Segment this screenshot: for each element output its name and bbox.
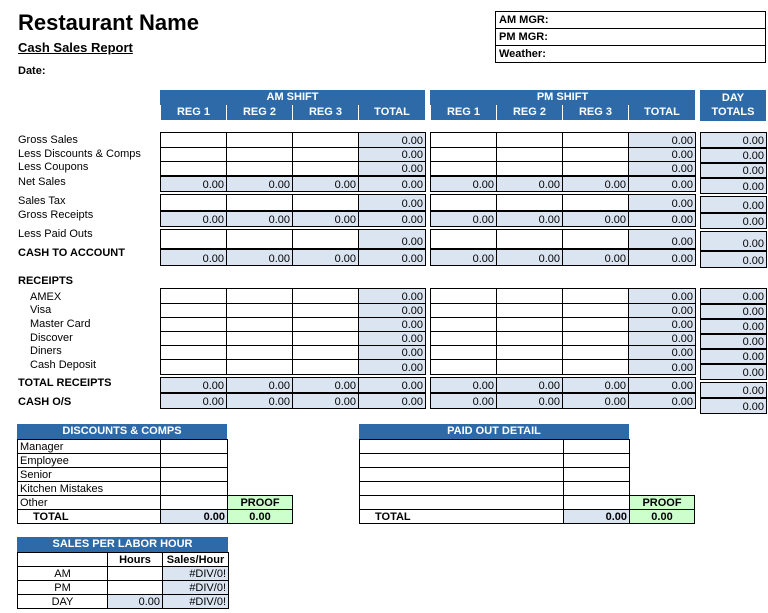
entry-cell[interactable]	[227, 148, 293, 162]
total-cell: 0.00	[359, 148, 426, 162]
total-cell: 0.00	[701, 319, 767, 334]
total-cell: 0.00	[629, 346, 696, 360]
entry-cell[interactable]	[161, 162, 227, 177]
labor-row-label: AM	[18, 567, 108, 581]
entry-cell[interactable]	[431, 332, 497, 346]
label-visa: Visa	[30, 304, 52, 316]
total-cell: 0.00	[359, 393, 426, 409]
entry-cell[interactable]	[293, 162, 359, 177]
total-cell: 0.00	[629, 378, 696, 394]
entry-cell[interactable]	[497, 162, 563, 177]
labor-header: SALES PER LABOR HOUR	[17, 537, 228, 552]
col-total: TOTAL	[358, 105, 425, 120]
labor-row-label: PM	[18, 581, 108, 595]
day-totals-header	[700, 90, 766, 121]
total-cell: 0.00	[701, 178, 767, 194]
entry-cell[interactable]	[497, 289, 563, 304]
total-cell: 0.00	[629, 148, 696, 162]
paid-out-desc[interactable]	[360, 440, 564, 454]
day-receipts-grid	[700, 288, 767, 414]
entry-cell[interactable]	[227, 195, 293, 212]
label-cash-to-account: CASH TO ACCOUNT	[18, 247, 125, 259]
label-cash-deposit: Cash Deposit	[30, 359, 97, 371]
col-reg2: REG 2	[496, 105, 562, 120]
paid-out-proof-label: PROOF	[630, 496, 695, 510]
paid-out-total-label: TOTAL	[360, 510, 564, 524]
entry-cell[interactable]	[161, 133, 227, 148]
total-cell: 0.00	[629, 162, 696, 177]
entry-cell[interactable]	[161, 148, 227, 162]
total-cell: 0.00	[701, 251, 767, 268]
paid-out-amount[interactable]	[564, 468, 630, 482]
paid-out-desc[interactable]	[360, 482, 564, 496]
entry-cell[interactable]	[161, 318, 227, 332]
label-total-receipts: TOTAL RECEIPTS	[18, 377, 112, 389]
entry-cell[interactable]	[497, 346, 563, 360]
total-cell: 0.00	[359, 289, 426, 304]
pm-shift-header: PM SHIFT	[430, 90, 695, 105]
label-less-coupons: Less Coupons	[18, 161, 89, 173]
computed-cell: 0.00	[161, 378, 227, 394]
discount-employee: Employee	[18, 454, 161, 468]
computed-cell: 0.00	[563, 249, 629, 266]
total-cell: 0.00	[701, 148, 767, 163]
computed-cell: 0.00	[497, 249, 563, 266]
report-title: Cash Sales Report	[18, 40, 133, 55]
entry-cell[interactable]	[293, 360, 359, 375]
entry-cell[interactable]	[431, 304, 497, 318]
total-cell: 0.00	[701, 289, 767, 305]
label-receipts: RECEIPTS	[18, 275, 74, 287]
entry-cell[interactable]	[227, 304, 293, 318]
computed-cell: 0.00	[227, 249, 293, 266]
total-cell: 0.00	[701, 398, 767, 414]
entry-cell[interactable]	[563, 133, 629, 148]
entry-cell[interactable]	[563, 289, 629, 304]
discount-total-label: TOTAL	[18, 510, 161, 524]
discounts-header: DISCOUNTS & COMPS	[17, 424, 227, 439]
entry-cell[interactable]	[227, 133, 293, 148]
total-cell: 0.00	[701, 349, 767, 364]
pm-col-headers	[430, 105, 695, 120]
computed-cell: 0.00	[497, 378, 563, 394]
entry-cell[interactable]	[497, 133, 563, 148]
total-cell: 0.00	[629, 133, 696, 148]
entry-cell[interactable]	[563, 360, 629, 375]
entry-cell[interactable]	[431, 148, 497, 162]
discount-other: Other	[18, 496, 161, 510]
col-reg3: REG 3	[562, 105, 628, 120]
labor-hours-header: Hours	[108, 553, 163, 567]
computed-cell: 0.00	[431, 378, 497, 394]
day-label: DAY	[721, 92, 745, 104]
total-cell: 0.00	[359, 195, 426, 212]
entry-cell[interactable]	[497, 148, 563, 162]
computed-cell: 0.00	[161, 211, 227, 227]
discount-proof	[227, 495, 293, 524]
total-cell: 0.00	[701, 364, 767, 380]
discount-proof-label: PROOF	[228, 496, 293, 510]
total-cell: 0.00	[359, 360, 426, 375]
label-net-sales: Net Sales	[18, 176, 66, 188]
entry-cell[interactable]	[431, 133, 497, 148]
entry-cell[interactable]	[497, 195, 563, 212]
total-cell: 0.00	[359, 162, 426, 177]
label-diners: Diners	[30, 345, 62, 357]
entry-cell[interactable]	[293, 148, 359, 162]
pm-mgr-field[interactable]: PM MGR:	[496, 29, 766, 46]
manager-box	[495, 11, 766, 63]
label-discover: Discover	[30, 332, 73, 344]
paid-out-desc[interactable]	[360, 454, 564, 468]
entry-cell[interactable]	[161, 332, 227, 346]
total-cell: 0.00	[629, 332, 696, 346]
paid-out-amount[interactable]	[564, 440, 630, 454]
total-cell: 0.00	[701, 133, 767, 149]
computed-cell: 0.00	[293, 378, 359, 394]
entry-cell[interactable]	[563, 195, 629, 212]
col-reg1: REG 1	[160, 105, 226, 120]
label-mastercard: Master Card	[30, 318, 91, 330]
total-cell: 0.00	[359, 230, 426, 250]
label-amex: AMEX	[30, 291, 62, 303]
paid-out-amount[interactable]	[564, 496, 630, 510]
col-reg1: REG 1	[430, 105, 496, 120]
computed-cell: 0.00	[227, 211, 293, 227]
total-cell: 0.00	[359, 176, 426, 192]
computed-cell: 0.00	[227, 176, 293, 192]
paid-out-proof	[629, 495, 695, 524]
discount-kitchen: Kitchen Mistakes	[18, 482, 161, 496]
am-receipts-grid	[160, 288, 426, 409]
discount-employee-value[interactable]	[161, 454, 228, 468]
entry-cell[interactable]	[227, 332, 293, 346]
am-mgr-field[interactable]: AM MGR:	[496, 12, 766, 29]
computed-cell: 0.00	[293, 393, 359, 409]
paid-out-header: PAID OUT DETAIL	[359, 424, 629, 439]
label-less-discounts: Less Discounts & Comps	[18, 148, 141, 160]
total-cell: 0.00	[701, 197, 767, 214]
label-gross-sales: Gross Sales	[18, 134, 78, 146]
entry-cell[interactable]	[293, 195, 359, 212]
labor-hours-value[interactable]	[108, 581, 163, 595]
total-cell: 0.00	[359, 133, 426, 148]
entry-cell[interactable]	[431, 318, 497, 332]
label-cash-os: CASH O/S	[18, 396, 72, 408]
labor-corner	[18, 553, 108, 567]
entry-cell[interactable]	[227, 162, 293, 177]
total-cell: 0.00	[701, 213, 767, 229]
discount-senior-value[interactable]	[161, 468, 228, 482]
entry-cell[interactable]	[161, 346, 227, 360]
computed-cell: 0.00	[161, 249, 227, 266]
am-sales-grid	[160, 132, 426, 266]
day-sales-grid	[700, 132, 767, 268]
entry-cell[interactable]	[563, 230, 629, 250]
total-cell: 0.00	[701, 334, 767, 349]
am-shift-header: AM SHIFT	[160, 90, 425, 105]
total-cell: 0.00	[359, 332, 426, 346]
entry-cell[interactable]	[497, 304, 563, 318]
total-cell: 0.00	[359, 346, 426, 360]
computed-cell: 0.00	[293, 249, 359, 266]
computed-cell: 0.00	[431, 211, 497, 227]
computed-cell: 0.00	[497, 393, 563, 409]
labor-hours-value[interactable]	[108, 567, 163, 581]
total-cell: 0.00	[629, 289, 696, 304]
total-cell: 0.00	[629, 304, 696, 318]
total-cell: 0.00	[629, 360, 696, 375]
entry-cell[interactable]	[293, 332, 359, 346]
discount-total-value: 0.00	[161, 510, 228, 524]
computed-cell: 0.00	[161, 176, 227, 192]
total-cell: 0.00	[359, 318, 426, 332]
labor-table	[17, 552, 229, 609]
entry-cell[interactable]	[161, 360, 227, 375]
labor-sph-value: #DIV/0!	[163, 567, 229, 581]
total-cell: 0.00	[359, 249, 426, 266]
entry-cell[interactable]	[563, 304, 629, 318]
labor-sph-value: #DIV/0!	[163, 581, 229, 595]
computed-cell: 0.00	[563, 211, 629, 227]
weather-field[interactable]: Weather:	[496, 46, 766, 63]
labor-row-label: DAY	[18, 595, 108, 609]
total-cell: 0.00	[359, 378, 426, 394]
date-label: Date:	[18, 65, 46, 77]
computed-cell: 0.00	[293, 211, 359, 227]
total-cell: 0.00	[359, 211, 426, 227]
entry-cell[interactable]	[293, 318, 359, 332]
computed-cell: 0.00	[227, 393, 293, 409]
entry-cell[interactable]	[293, 133, 359, 148]
col-reg3: REG 3	[292, 105, 358, 120]
discounts-table	[17, 439, 228, 524]
entry-cell[interactable]	[227, 318, 293, 332]
discount-manager: Manager	[18, 440, 161, 454]
paid-out-desc[interactable]	[360, 496, 564, 510]
total-cell: 0.00	[629, 195, 696, 212]
paid-out-table	[359, 439, 630, 524]
total-cell: 0.00	[629, 249, 696, 266]
paid-out-amount[interactable]	[564, 482, 630, 496]
entry-cell[interactable]	[227, 360, 293, 375]
total-cell: 0.00	[629, 318, 696, 332]
discount-proof-value: 0.00	[228, 510, 293, 524]
entry-cell[interactable]	[497, 332, 563, 346]
computed-cell: 0.00	[293, 176, 359, 192]
entry-cell[interactable]	[431, 346, 497, 360]
pm-receipts-grid	[430, 288, 696, 409]
total-cell: 0.00	[629, 393, 696, 409]
entry-cell[interactable]	[563, 148, 629, 162]
entry-cell[interactable]	[431, 289, 497, 304]
entry-cell[interactable]	[161, 304, 227, 318]
total-cell: 0.00	[701, 163, 767, 178]
total-cell: 0.00	[701, 383, 767, 399]
label-less-paid-outs: Less Paid Outs	[18, 228, 93, 240]
paid-out-proof-value: 0.00	[630, 510, 695, 524]
computed-cell: 0.00	[431, 176, 497, 192]
computed-cell: 0.00	[161, 393, 227, 409]
entry-cell[interactable]	[227, 230, 293, 250]
totals-label: TOTALS	[711, 106, 755, 118]
restaurant-name: Restaurant Name	[18, 10, 199, 35]
col-reg2: REG 2	[226, 105, 292, 120]
entry-cell[interactable]	[161, 289, 227, 304]
total-cell: 0.00	[629, 176, 696, 192]
computed-cell: 0.00	[431, 393, 497, 409]
entry-cell[interactable]	[563, 332, 629, 346]
discount-senior: Senior	[18, 468, 161, 482]
label-sales-tax: Sales Tax	[18, 195, 66, 207]
entry-cell[interactable]	[563, 318, 629, 332]
discount-other-value[interactable]	[161, 496, 228, 510]
entry-cell[interactable]	[497, 318, 563, 332]
entry-cell[interactable]	[431, 195, 497, 212]
computed-cell: 0.00	[563, 393, 629, 409]
entry-cell[interactable]	[563, 346, 629, 360]
entry-cell[interactable]	[227, 289, 293, 304]
total-cell: 0.00	[701, 304, 767, 319]
entry-cell[interactable]	[293, 289, 359, 304]
entry-cell[interactable]	[431, 230, 497, 250]
entry-cell[interactable]	[431, 162, 497, 177]
labor-sph-value: #DIV/0!	[163, 595, 229, 609]
paid-out-amount[interactable]	[564, 454, 630, 468]
entry-cell[interactable]	[227, 346, 293, 360]
labor-sph-header: Sales/Hour	[163, 553, 229, 567]
entry-cell[interactable]	[293, 230, 359, 250]
discount-kitchen-value[interactable]	[161, 482, 228, 496]
entry-cell[interactable]	[293, 304, 359, 318]
computed-cell: 0.00	[563, 176, 629, 192]
entry-cell[interactable]	[161, 230, 227, 250]
paid-out-total-value: 0.00	[564, 510, 630, 524]
computed-cell: 0.00	[431, 249, 497, 266]
entry-cell[interactable]	[497, 360, 563, 375]
computed-cell: 0.00	[497, 211, 563, 227]
pm-sales-grid	[430, 132, 696, 266]
entry-cell[interactable]	[563, 162, 629, 177]
entry-cell[interactable]	[161, 195, 227, 212]
entry-cell[interactable]	[497, 230, 563, 250]
total-cell: 0.00	[629, 211, 696, 227]
computed-cell: 0.00	[497, 176, 563, 192]
labor-hours-value: 0.00	[108, 595, 163, 609]
label-gross-receipts: Gross Receipts	[18, 209, 94, 221]
discount-manager-value[interactable]	[161, 440, 228, 454]
computed-cell: 0.00	[227, 378, 293, 394]
total-cell: 0.00	[701, 232, 767, 252]
paid-out-desc[interactable]	[360, 468, 564, 482]
am-col-headers	[160, 105, 425, 120]
entry-cell[interactable]	[293, 346, 359, 360]
total-cell: 0.00	[359, 304, 426, 318]
computed-cell: 0.00	[563, 378, 629, 394]
col-total: TOTAL	[628, 105, 695, 120]
total-cell: 0.00	[629, 230, 696, 250]
entry-cell[interactable]	[431, 360, 497, 375]
